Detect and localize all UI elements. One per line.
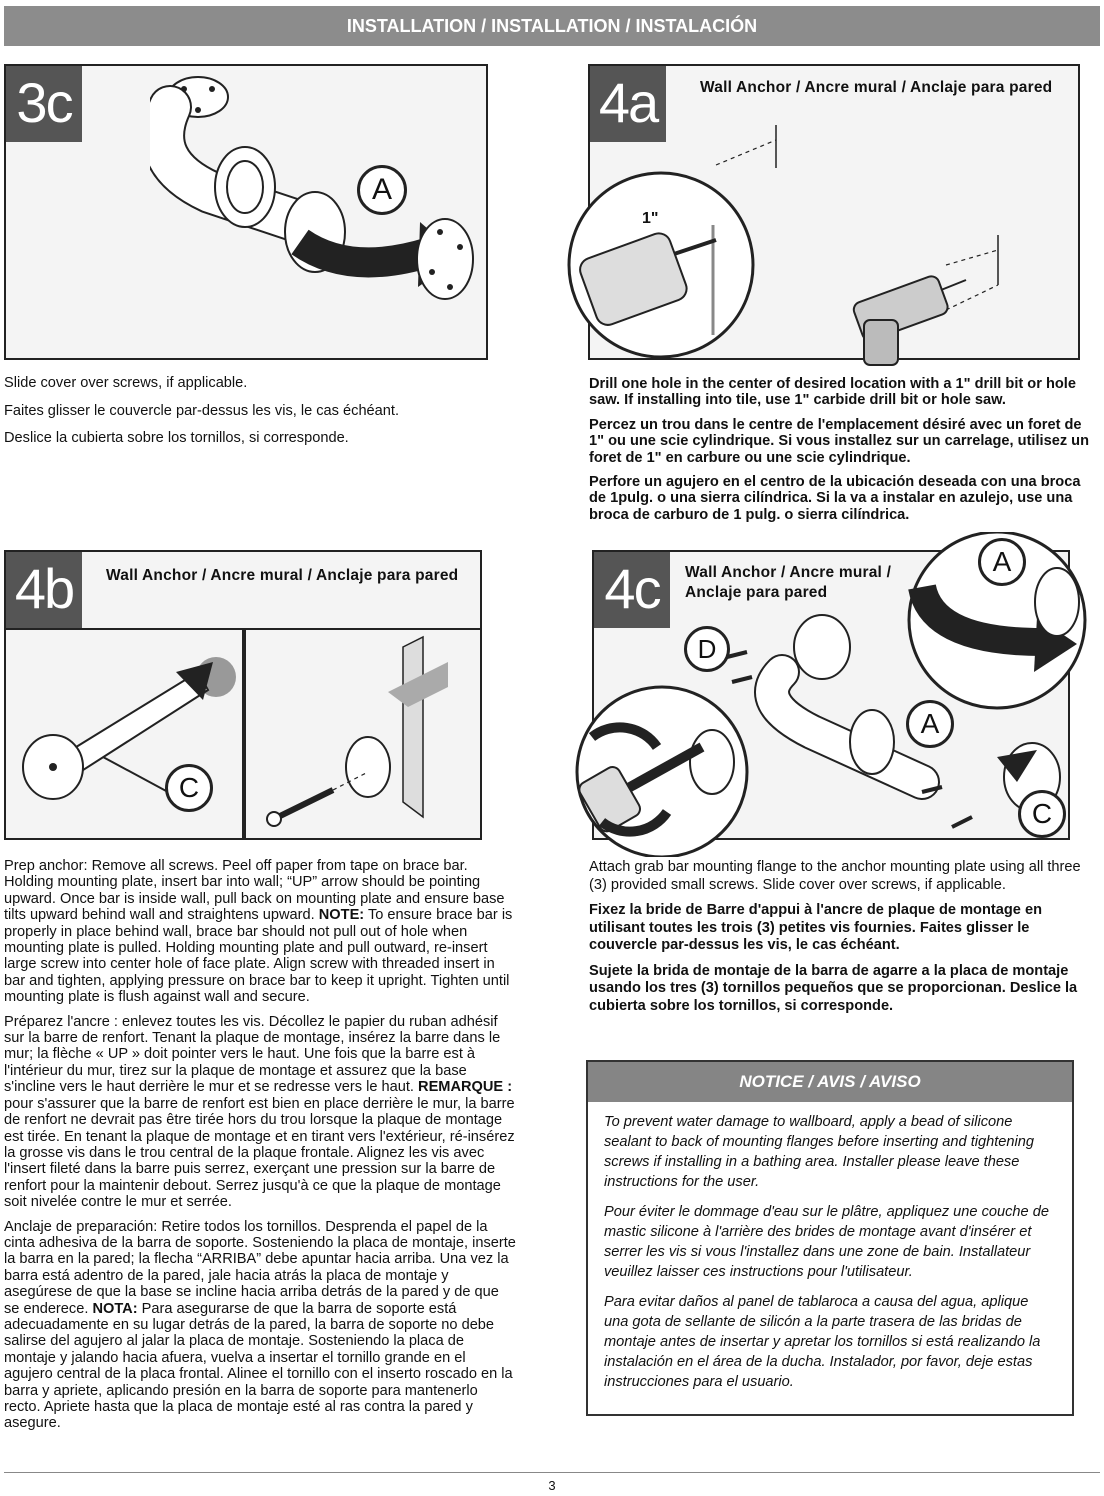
step-4c-text-en: Attach grab bar mounting flange to the anchor mounting plate using all three (3) provided small screws. Slide cover over screws, if applicable. [589,859,1081,893]
step-4b-text-es-a: Anclaje de preparación: Retire todos los tornillos. Desprenda el papel de la cinta adhesiva de la barra de soporte. Sosteniendo la placa de montaje, inserte la barra en la pared; la flecha “ARRIBA” debe apuntar hacia arriba. Una vez la barra está adentro de la pared, jale hacia atrás la placa de montaje y asegúrese de que la base se incline hacia arriba detrás de la pared y de que se enderece. [4,1218,516,1317]
callout-d-label: D [697,634,717,664]
drill-size-label: 1" [642,210,659,227]
step-4b-text-es [4,1219,516,1432]
page-number: 3 [548,1478,556,1493]
notice-text-es: Para evitar daños al panel de tablaroca a causa del agua, aplique una gota de sellante de silicón a la parte trasera de las bridas de montaje antes de insertar y apretar los tornillos si está realizando la instalación en el área de la ducha. Instalador, por favor, deje estas instrucciones para el usuario. [604,1294,1041,1390]
step-4b-text-en-a: Prep anchor: Remove all screws. Peel off paper from tape on brace bar. Holding mounting plate, insert bar into wall; “UP” arrow should be pointing upward. Once bar is inside wall, pull back on mounting plate and ensure base tilts upward behind wall and straightens upward. [4,858,505,924]
note-label-fr: REMARQUE : [418,1079,513,1096]
notice-box [586,1060,1074,1416]
step-4b-title: Wall Anchor / Ancre mural / Anclaje para pared [106,567,459,584]
step-4b-text-en [4,858,516,1006]
callout-c-4c-label: C [1031,798,1053,829]
notice-text-fr: Pour éviter le dommage d'eau sur le plâtre, appliquez une couche de mastic silicone à l'arrière des brides de montage avant d'insérer et serrer les vis si vous l'installez dans une zone de bain. Installateur veuillez laisser ces instructions pour l'utilisateur. [604,1204,1049,1280]
callout-c-4c-badge [1018,790,1066,838]
step-4c-text-fr: Fixez la bride de Barre d'appui à l'ancre de plaque de montage en utilisant toutes les trois (3) petites vis fournies. Faites glisser le couvercle par-dessus les vis, le cas échéant. [589,902,1042,953]
notice-body [588,1102,1072,1392]
step-4b-text [4,858,516,1440]
note-label-en: NOTE: [318,907,365,924]
step-4a-number: 4a [590,66,666,142]
step-4a-text-fr: Percez un trou dans le centre de l'emplacement désiré avec un foret de 1" ou une scie cylindrique. Si vous installez sur un carrelage, utilisez un foret de 1" en carbure ou une scie cylindrique. [589,416,1090,466]
step-4b-text-en-b: To ensure brace bar is properly in place behind wall, brace bar should not pull out of hole when mounting plate is pulled. Holding mounting plate and pull outward, re-insert large screw into center hole of face plate. Align screw with threaded insert in bar and tighten, applying pressure on brace bar to keep it upright. Tighten until mounting plate is flush against wall and secure. [4,907,513,1006]
step-4b-text-es-b: Para asegurarse de que la barra de soporte está adecuadamente en su lugar detrás de la pared, la barra de soporte no debe salirse del agujero al jalar la placa de montaje. Sosteniendo la placa de montaje y jalando hacia afuera, vuelva a insertar el tornillo grande en el agujero central de la placa frontal. Alinee el tornillo con el inserto roscado en la barra y apriete, aplicando presión en la barra de soporte para mantenerlo recto. Apriete hasta que la placa de montaje esté al ras contra la pared y asegure. [4,1300,513,1432]
callout-c-label: C [178,772,200,803]
grab-bar-cover-illustration [150,72,485,357]
step-4b-number: 4b [6,552,82,628]
anchor-bar-illustration [8,632,240,837]
step-3c-number: 3c [6,66,82,142]
notice-title: NOTICE / AVIS / AVISO [588,1062,1072,1102]
step-4a-text-en: Drill one hole in the center of desired location with a 1" drill bit or hole saw. If installing into tile, use 1" carbide drill bit or hole saw. [589,376,1076,409]
screw-insert-illustration [248,632,478,837]
step-4a-title: Wall Anchor / Ancre mural / Anclaje para pared [700,79,1053,96]
step-4b-text-fr-b: pour s'assurer que la barre de renfort est bien en place derrière le mur, la barre de renfort ne devrait pas être tirée hors du trou lorsque la plaque de montage est tirée. En tenant la plaque de montage et en tirant vers l'extérieur, ré-insérez la grosse vis dans le trou central de la plaque frontale. Alignez les vis avec l'insert fileté dans la barre puis serrez, exerçant une pression sur la barre de renfort pour la maintenir debout. Serrez jusqu'à ce que la plaque de montage soit nivelée contre le mur et serrée. [4,1095,515,1211]
note-label-es: NOTA: [92,1300,138,1317]
section-header: INSTALLATION / INSTALLATION / INSTALACIÓN [4,6,1100,46]
step-4c-text-es: Sujete la brida de montaje de la barra de agarre a la placa de montaje usando los tres (3) tornillos pequeños que se proporcionan. Deslice la cubierta sobre los tornillos, si corresponde. [589,962,1078,1014]
callout-c-badge [165,764,213,812]
callout-a-mid-badge [906,700,954,748]
callout-a-top-badge [978,538,1026,586]
step-4b-text-fr [4,1014,516,1211]
callout-a-top-label: A [992,546,1012,577]
step-4a-text [589,376,1099,531]
step-3c-text-en: Slide cover over screws, if applicable. [4,375,248,391]
callout-d-badge [684,626,730,672]
step-4c-number: 4c [594,552,670,628]
step-4a-text-es: Perfore un agujero en el centro de la ubicación deseada con una broca de 1pulg. o una sierra cilíndrica. Si la va a instalar en azulejo, use una broca de carburo de 1 pulg. o sierra cilíndrica. [589,474,1081,523]
step-4b-text-fr-a: Préparez l'ancre : enlevez toutes les vis. Décollez le papier du ruban adhésif sur la barre de renfort. Tenant la plaque de montage, insérez la barre dans le mur; la flèche « UP » doit pointer vers le haut. Une fois que la barre est à l'intérieur du mur, tirez sur la plaque de montage et assurez que la base s'incline vers le haut derrière le mur et se redresse vers le haut. [4,1013,501,1096]
drill-illustration [566,120,1080,370]
step-3c-text-fr: Faites glisser le couvercle par-dessus les vis, le cas échéant. [4,402,400,419]
step-3c-text [4,370,474,453]
notice-text-en: To prevent water damage to wallboard, apply a bead of silicone sealant to back of mounting flanges before inserting and tightening screws if installing in a bathing area. Installer please leave these instructions for the user. [604,1114,1034,1190]
step-4c-title: Wall Anchor / Ancre mural / Anclaje para pared [685,564,892,601]
footer-divider [4,1472,1100,1473]
callout-a-badge [357,165,407,215]
callout-a-mid-label: A [920,708,940,739]
step-4c-text [589,859,1089,1023]
callout-a-label: A [371,173,392,206]
step-3c-text-es: Deslice la cubierta sobre los tornillos, si corresponde. [4,430,349,446]
